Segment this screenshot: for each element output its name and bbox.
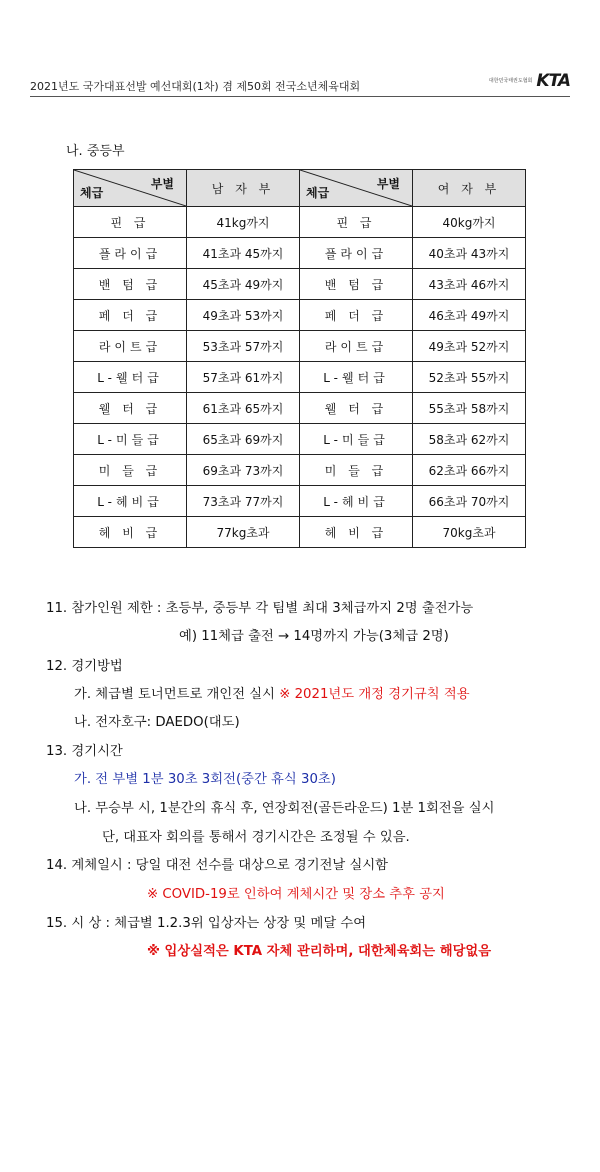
item-12-a-text: 가. 체급별 토너먼트로 개인전 실시 [74, 687, 275, 702]
item-11-example: 예) 11체급 출전 → 14명까지 가능(3체급 2명) [179, 629, 449, 644]
weight-class-table [73, 169, 526, 548]
item-12: 12. 경기방법 [46, 659, 123, 674]
male-range-cell: 73초과 77까지 [187, 486, 300, 517]
male-class-cell: L-헤비급 [74, 486, 187, 517]
logo-text: KTA [536, 71, 570, 91]
male-range-cell: 57초과 61까지 [187, 362, 300, 393]
table-row [74, 269, 526, 300]
page-header [30, 70, 570, 97]
male-range-cell: 69초과 73까지 [187, 455, 300, 486]
female-class-cell: 핀 급 [300, 207, 413, 238]
table-row [74, 207, 526, 238]
table-row [74, 517, 526, 548]
table-row [74, 455, 526, 486]
female-class-cell: L-헤비급 [300, 486, 413, 517]
male-class-cell: 웰 터 급 [74, 393, 187, 424]
male-class-cell: 헤 비 급 [74, 517, 187, 548]
logo-mark [536, 71, 570, 91]
item-12-a [74, 683, 470, 702]
male-range-cell: 65초과 69까지 [187, 424, 300, 455]
table-row [74, 238, 526, 269]
diag-header-cell-female [300, 170, 413, 207]
table-row [74, 362, 526, 393]
male-range-cell: 41초과 45까지 [187, 238, 300, 269]
female-class-cell: 웰 터 급 [300, 393, 413, 424]
table-header-row [74, 170, 526, 207]
female-range-cell: 52초과 55까지 [413, 362, 526, 393]
male-range-cell: 41kg까지 [187, 207, 300, 238]
item-12-a-note: ※ 2021년도 개정 경기규칙 적용 [279, 687, 470, 702]
item-13-b: 나. 무승부 시, 1분간의 휴식 후, 연장회전(골든라운드) 1분 1회전을 실시 [74, 801, 495, 816]
logo-subtitle: 대한민국태권도협회 [488, 78, 533, 84]
diag-top-label: 부별 [376, 177, 400, 191]
item-14: 14. 계체일시 : 당일 대전 선수를 대상으로 경기전날 실시함 [46, 858, 389, 873]
female-class-cell: 페 더 급 [300, 300, 413, 331]
item-15: 15. 시 상 : 체급별 1.2.3위 입상자는 상장 및 메달 수여 [46, 916, 367, 931]
item-13-a: 가. 전 부별 1분 30초 3회전(중간 휴식 30초) [74, 772, 336, 787]
diag-header-cell-male [74, 170, 187, 207]
table-row [74, 300, 526, 331]
item-15-note: ※ 입상실적은 KTA 자체 관리하며, 대한체육회는 해당없음 [147, 944, 492, 959]
female-class-cell: L-웰터급 [300, 362, 413, 393]
female-range-cell: 70kg초과 [413, 517, 526, 548]
table-row [74, 393, 526, 424]
female-range-cell: 49초과 52까지 [413, 331, 526, 362]
table-row [74, 424, 526, 455]
male-range-cell: 61초과 65까지 [187, 393, 300, 424]
item-13: 13. 경기시간 [46, 744, 123, 759]
male-class-cell: 밴 텀 급 [74, 269, 187, 300]
female-class-cell: 밴 텀 급 [300, 269, 413, 300]
diag-bottom-label: 체급 [80, 186, 104, 200]
female-class-cell: 라이트급 [300, 331, 413, 362]
male-class-cell: L-웰터급 [74, 362, 187, 393]
female-range-cell: 55초과 58까지 [413, 393, 526, 424]
item-11: 11. 참가인원 제한 : 초등부, 중등부 각 팀별 최대 3체급까지 2명 출전가능 [46, 601, 474, 616]
female-class-cell: L-미들급 [300, 424, 413, 455]
female-range-cell: 40초과 43까지 [413, 238, 526, 269]
diag-top-label: 부별 [150, 177, 174, 191]
female-range-cell: 43초과 46까지 [413, 269, 526, 300]
diag-bottom-label: 체급 [306, 186, 330, 200]
female-range-cell: 58초과 62까지 [413, 424, 526, 455]
male-class-cell: 플라이급 [74, 238, 187, 269]
section-title: 나. 중등부 [66, 144, 125, 159]
item-12-b: 나. 전자호구: DAEDO(대도) [74, 715, 240, 730]
female-range-cell: 40kg까지 [413, 207, 526, 238]
item-14-note: ※ COVID-19로 인하여 계체시간 및 장소 추후 공지 [147, 887, 445, 902]
kta-logo [470, 70, 570, 92]
male-range-cell: 53초과 57까지 [187, 331, 300, 362]
female-class-cell: 플라이급 [300, 238, 413, 269]
male-class-cell: 미 들 급 [74, 455, 187, 486]
male-header: 남 자 부 [187, 170, 300, 207]
male-class-cell: L-미들급 [74, 424, 187, 455]
female-class-cell: 헤 비 급 [300, 517, 413, 548]
male-class-cell: 페 더 급 [74, 300, 187, 331]
male-range-cell: 45초과 49까지 [187, 269, 300, 300]
female-range-cell: 46초과 49까지 [413, 300, 526, 331]
male-class-cell: 라이트급 [74, 331, 187, 362]
male-range-cell: 77kg초과 [187, 517, 300, 548]
item-13-b-cont: 단, 대표자 회의를 통해서 경기시간은 조정될 수 있음. [102, 830, 410, 845]
female-header: 여 자 부 [413, 170, 526, 207]
female-range-cell: 66초과 70까지 [413, 486, 526, 517]
table-row [74, 486, 526, 517]
header-title: 2021년도 국가대표선발 예선대회(1차) 겸 제50회 전국소년체육대회 [30, 80, 361, 93]
male-class-cell: 핀 급 [74, 207, 187, 238]
female-class-cell: 미 들 급 [300, 455, 413, 486]
table-row [74, 331, 526, 362]
female-range-cell: 62초과 66까지 [413, 455, 526, 486]
male-range-cell: 49초과 53까지 [187, 300, 300, 331]
